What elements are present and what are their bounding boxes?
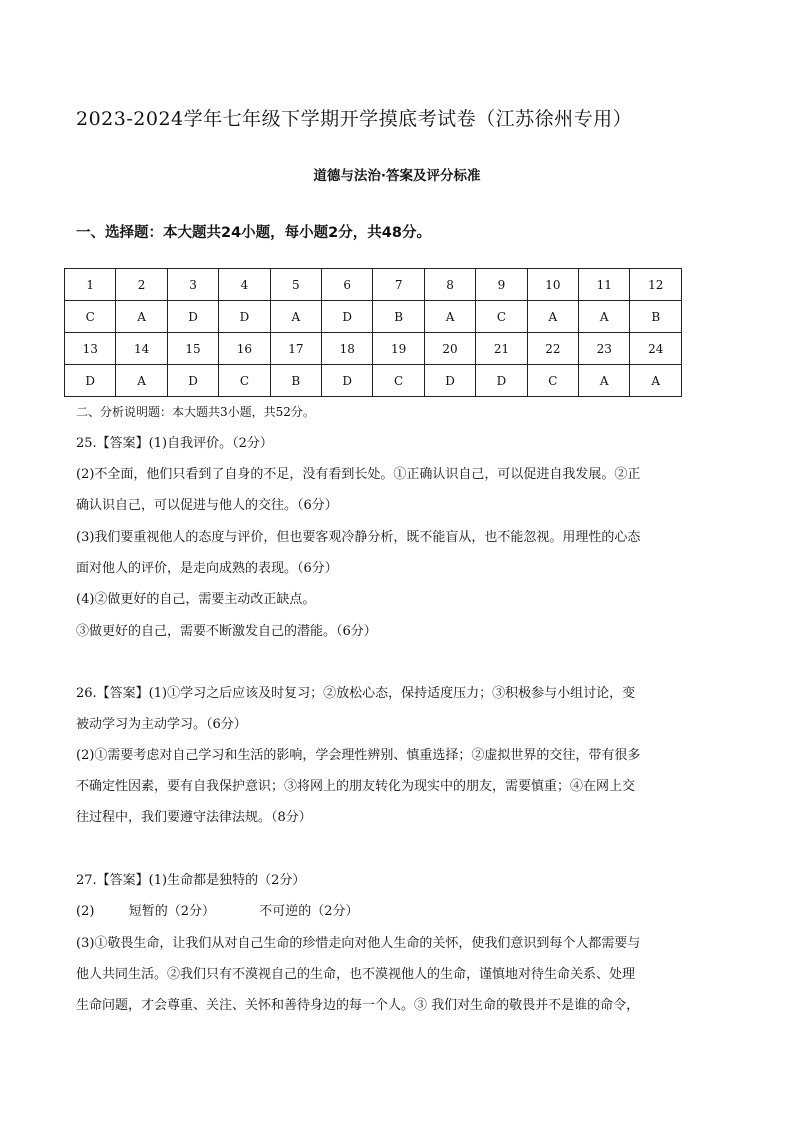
q26-line-3: (2)①需要考虑对自己学习和生活的影响，学会理性辨别、慎重选择；②虚拟世界的交往，带有很多 xyxy=(76,748,641,763)
answer-row xyxy=(65,301,682,333)
q27-line-4: 他人共同生活。②我们只有不漠视自己的生命，也不漠视他人的生命，谨慎地对待生命关系、处理 xyxy=(76,967,636,982)
answer-table xyxy=(64,268,682,397)
question-number-cell: 7 xyxy=(373,269,424,301)
question-number-cell: 20 xyxy=(424,333,475,365)
question-number-cell: 23 xyxy=(579,333,630,365)
answer-cell: C xyxy=(373,365,424,397)
question-number-cell: 11 xyxy=(579,269,630,301)
question-number-cell: 24 xyxy=(630,333,682,365)
subtitle: 道德与法治·答案及评分标准 xyxy=(313,168,481,184)
answer-cell: D xyxy=(476,365,527,397)
section-heading-analysis: 二、分析说明题：本大题共3小题，共52分。 xyxy=(76,405,315,419)
answer-cell: A xyxy=(424,301,475,333)
q26-line-4: 不确定性因素，要有自我保护意识；③将网上的朋友转化为现实中的朋友，需要慎重；④在网上交 xyxy=(76,779,636,794)
q25-line-7: ③做更好的自己，需要不断激发自己的潜能。（6分） xyxy=(76,624,377,639)
question-number-cell: 14 xyxy=(116,333,167,365)
answer-cell: D xyxy=(167,301,218,333)
q26-line-5: 往过程中，我们要遵守法律法规。（8分） xyxy=(76,810,312,825)
question-number-cell: 1 xyxy=(65,269,116,301)
answer-cell: A xyxy=(579,301,630,333)
answer-cell: A xyxy=(630,365,682,397)
q27-line-2 xyxy=(76,896,680,927)
question-number-cell: 6 xyxy=(322,269,373,301)
question-number-cell: 16 xyxy=(219,333,270,365)
q26-line-1: 26.【答案】(1)①学习之后应该及时复习；②放松心态，保持适度压力；③积极参与小组讨论，变 xyxy=(76,686,636,701)
q26-line-2: 被动学习为主动学习。（6分） xyxy=(76,717,247,732)
question-number-cell: 12 xyxy=(630,269,682,301)
q25-line-5: 面对他人的评价，是走向成熟的表现。（6分） xyxy=(76,561,338,576)
answer-cell: D xyxy=(322,365,373,397)
question-number-cell: 21 xyxy=(476,333,527,365)
question-number-cell: 9 xyxy=(476,269,527,301)
answer-cell: A xyxy=(116,301,167,333)
q25-line-2: (2)不全面，他们只看到了自身的不足，没有看到长处。①正确认识自己，可以促进自我发展。②正 xyxy=(76,467,641,482)
answer-cell: A xyxy=(579,365,630,397)
q25-line-6: (4)②做更好的自己，需要主动改正缺点。 xyxy=(76,592,316,607)
q27-line-1: 27.【答案】(1)生命都是独特的（2分） xyxy=(76,873,306,888)
question-number-cell: 15 xyxy=(167,333,218,365)
question-number-row xyxy=(65,269,682,301)
question-number-cell: 2 xyxy=(116,269,167,301)
section-heading-choice: 一、选择题：本大题共24小题，每小题2分，共48分。 xyxy=(76,225,431,241)
answer-cell: B xyxy=(630,301,682,333)
page-title: 2023-2024学年七年级下学期开学摸底考试卷（江苏徐州专用） xyxy=(76,108,633,130)
question-number-cell: 19 xyxy=(373,333,424,365)
question-number-cell: 22 xyxy=(527,333,578,365)
question-number-cell: 17 xyxy=(270,333,321,365)
answer-cell: C xyxy=(476,301,527,333)
q27-part2-number: (2) xyxy=(76,904,95,919)
q25-line-1: 25.【答案】(1)自我评价。（2分） xyxy=(76,436,273,451)
q27-part2-answer-a: 短暂的（2分） xyxy=(128,904,215,919)
question-number-cell: 13 xyxy=(65,333,116,365)
answer-cell: A xyxy=(527,301,578,333)
answer-cell: A xyxy=(270,301,321,333)
answer-cell: C xyxy=(65,301,116,333)
answer-cell: A xyxy=(116,365,167,397)
q25-line-4: (3)我们要重视他人的态度与评价，但也要客观冷静分析，既不能盲从，也不能忽视。用理性的心态 xyxy=(76,530,641,545)
q27-line-3: (3)①敬畏生命，让我们从对自己生命的珍惜走向对他人生命的关怀，使我们意识到每个人都需要与 xyxy=(76,936,641,951)
question-number-cell: 5 xyxy=(270,269,321,301)
answer-cell: D xyxy=(219,301,270,333)
q25-line-3: 确认识自己，可以促进与他人的交往。（6分） xyxy=(76,498,338,513)
question-number-cell: 3 xyxy=(167,269,218,301)
answer-cell: B xyxy=(270,365,321,397)
answer-cell: D xyxy=(424,365,475,397)
question-number-row xyxy=(65,333,682,365)
question-number-cell: 18 xyxy=(322,333,373,365)
q27-line-5: 生命问题，才会尊重、关注、关怀和善待身边的每一个人。③ 我们对生命的敬畏并不是谁的命令， xyxy=(76,998,640,1013)
answer-cell: B xyxy=(373,301,424,333)
answer-cell: D xyxy=(167,365,218,397)
answer-cell: C xyxy=(527,365,578,397)
answer-cell: C xyxy=(219,365,270,397)
answer-row xyxy=(65,365,682,397)
question-number-cell: 10 xyxy=(527,269,578,301)
answer-cell: D xyxy=(65,365,116,397)
question-number-cell: 4 xyxy=(219,269,270,301)
answer-cell: D xyxy=(322,301,373,333)
q27-part2-answer-b: 不可逆的（2分） xyxy=(259,904,359,919)
question-number-cell: 8 xyxy=(424,269,475,301)
